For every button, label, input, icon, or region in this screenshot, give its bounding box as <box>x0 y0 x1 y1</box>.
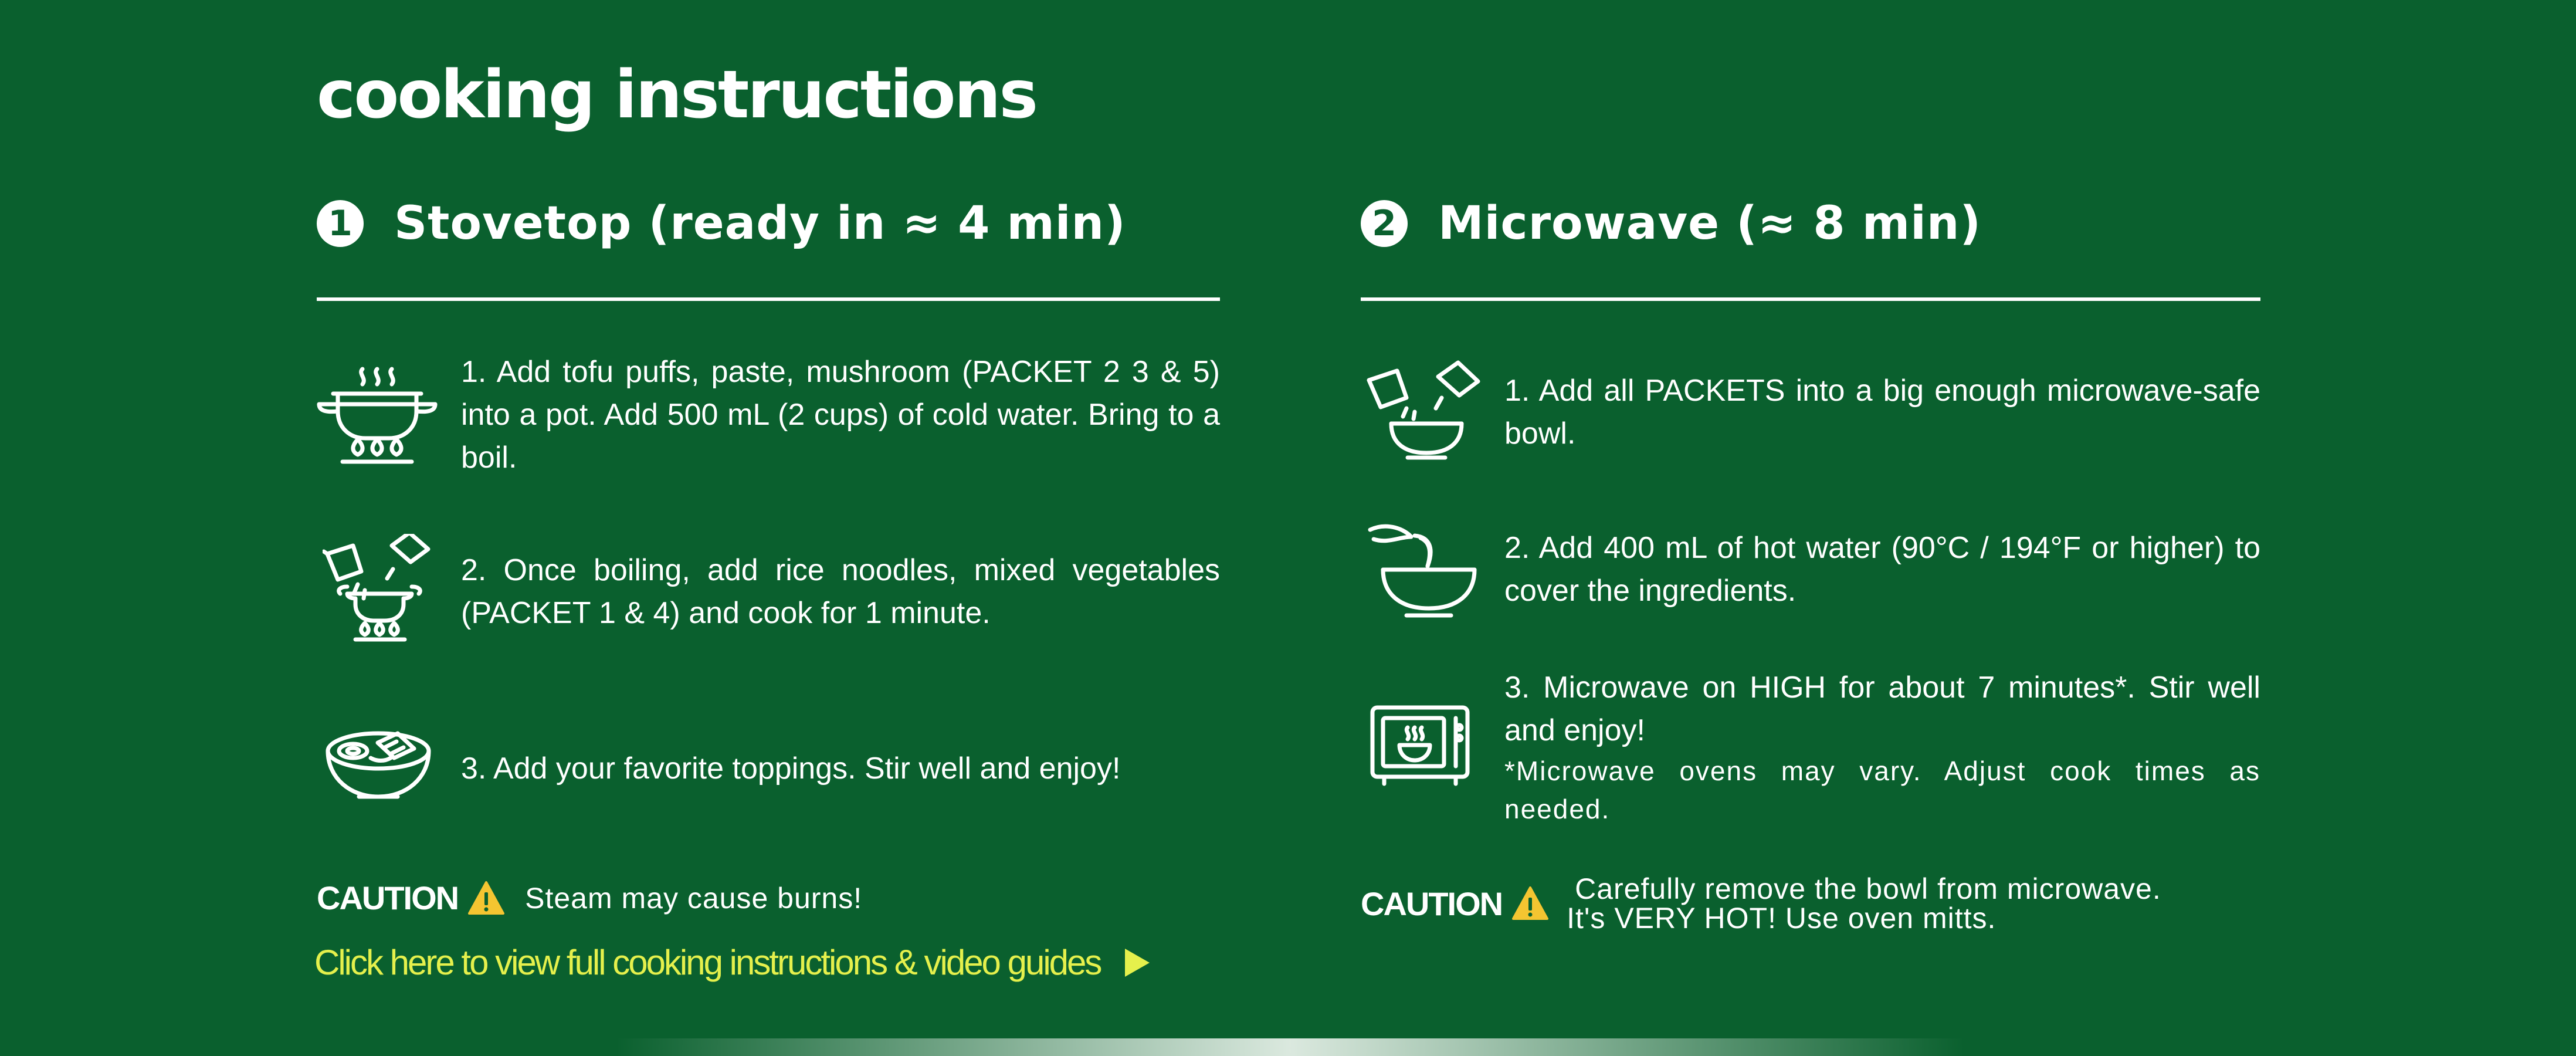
page-title: cooking instructions <box>317 57 1037 133</box>
divider <box>317 297 1220 301</box>
bowl-with-toppings-icon <box>324 727 433 804</box>
warning-icon <box>467 881 505 916</box>
step-number-badge: 1 <box>317 200 364 247</box>
stovetop-caution <box>317 879 862 917</box>
cta-label[interactable]: Click here to view full cooking instructions & video guides <box>314 943 1101 982</box>
microwave-icon <box>1370 704 1473 786</box>
microwave-step-3 <box>1504 666 2260 828</box>
play-arrow-icon <box>1124 947 1151 978</box>
caution-label: CAUTION <box>1361 885 1503 922</box>
stovetop-step-2: 2. Once boiling, add rice noodles, mixed vegetables (PACKET 1 & 4) and cook for 1 minute. <box>461 553 1220 630</box>
microwave-step-3-text: 3. Microwave on HIGH for about 7 minutes*. Stir well and enjoy! <box>1504 671 2260 747</box>
bottom-glow <box>616 1038 1965 1056</box>
divider <box>1361 297 2260 301</box>
microwave-step-1: 1. Add all PACKETS into a big enough microwave-safe bowl. <box>1504 374 2260 451</box>
caution-text-line-1: Carefully remove the bowl from microwave. <box>1575 872 2161 905</box>
packets-into-bowl-icon <box>1365 359 1482 462</box>
stovetop-header <box>317 191 1126 256</box>
packets-into-pot-icon <box>323 534 434 642</box>
microwave-caution <box>1361 874 2161 933</box>
caution-text: Steam may cause burns! <box>525 881 863 915</box>
caution-text-line-2: It's VERY HOT! Use oven mitts. <box>1567 902 1997 935</box>
stovetop-step-1: 1. Add tofu puffs, paste, mushroom (PACKET 2 3 & 5) into a pot. Add 500 mL (2 cups) of cold water. Bring to a boil. <box>461 355 1220 475</box>
stovetop-title: Stovetop (ready in ≈ 4 min) <box>394 197 1126 250</box>
full-instructions-link[interactable] <box>314 942 1151 983</box>
pot-on-stove-icon <box>316 361 439 466</box>
step-number-badge: 2 <box>1361 200 1408 247</box>
microwave-note: *Microwave ovens may vary. Adjust cook times as needed. <box>1504 756 2260 824</box>
stovetop-step-3: 3. Add your favorite toppings. Stir well and enjoy! <box>461 752 1121 786</box>
microwave-step-2: 2. Add 400 mL of hot water (90°C / 194°F or higher) to cover the ingredients. <box>1504 531 2260 608</box>
caution-text <box>1567 874 2161 933</box>
water-into-bowl-icon <box>1365 519 1482 622</box>
microwave-title: Microwave (≈ 8 min) <box>1438 197 1982 250</box>
microwave-header <box>1361 191 1981 256</box>
warning-icon <box>1511 886 1549 921</box>
caution-label: CAUTION <box>317 879 459 916</box>
